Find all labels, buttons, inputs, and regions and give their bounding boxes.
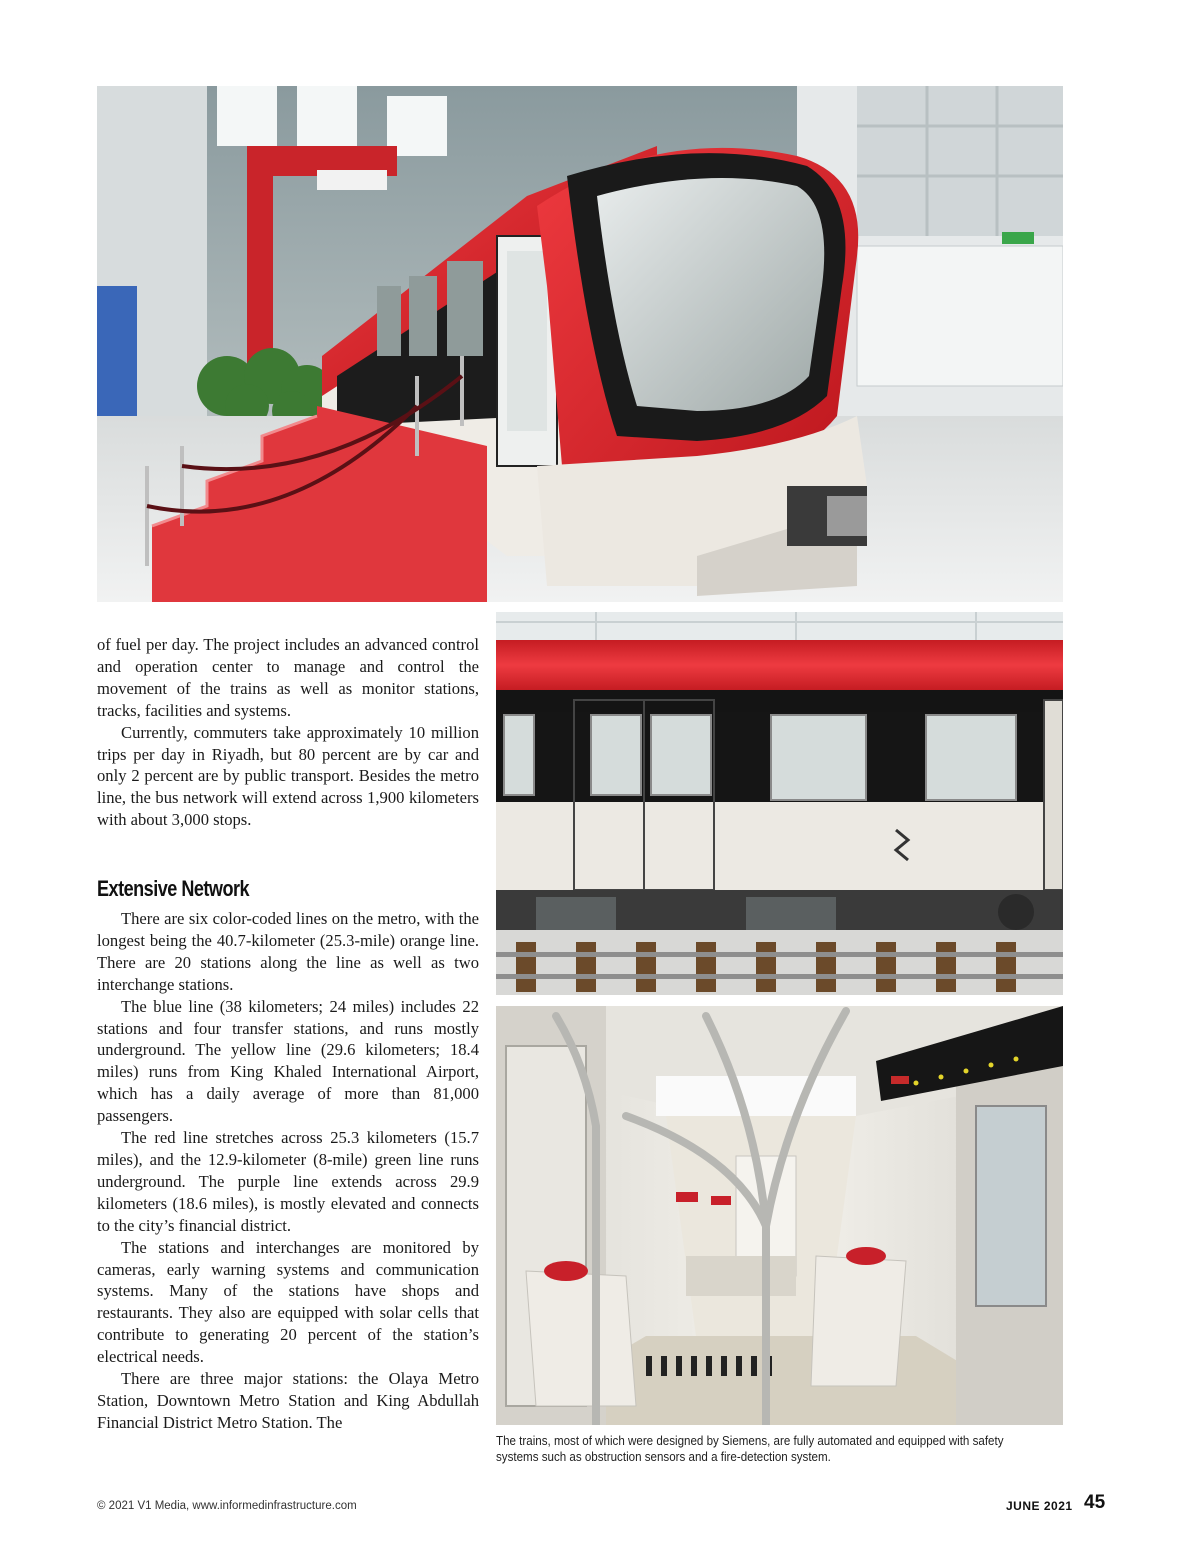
page-number: 45 (1084, 1492, 1106, 1513)
paragraph: The red line stretches across 25.3 kilometers (15.7 miles), and the 12.9-kilometer (8-mile) green line runs underground. The purple line extends across 29.9 kilometers (18.6 miles), is mostly elevated and connects to the city’s financial district. (97, 1128, 479, 1235)
article-column-top (97, 634, 479, 831)
photo-train-side (496, 612, 1063, 995)
photo-train-interior (496, 1006, 1063, 1425)
paragraph: The stations and interchanges are monitored by cameras, early warning systems and communication systems. Many of the stations have shops and restaurants. They also are equipped with solar cells that contribute to generating 20 percent of the station’s electrical needs. (97, 1237, 479, 1367)
paragraph: The blue line (38 kilometers; 24 miles) includes 22 stations and four transfer stations, and runs mostly underground. The yellow line (29.6 kilometers; 18.4 miles) runs from King Khaled International Airport, which has a daily average of more than 81,000 passengers. (97, 996, 479, 1126)
photo-caption: The trains, most of which were designed by Siemens, are fully automated and equipped with safety systems such as obstruction sensors and a fire-detection system. (496, 1434, 1004, 1464)
train-front-illustration (97, 86, 1063, 602)
photo-train-front (97, 86, 1063, 602)
footer-copyright: © 2021 V1 Media, www.informedinfrastructure.com (97, 1500, 357, 1512)
footer-issue-date: JUNE 2021 (1006, 1499, 1073, 1513)
paragraph: There are six color-coded lines on the metro, with the longest being the 40.7-kilometer (25.3-mile) orange line. There are 20 stations along the line as well as two interchange stations. (97, 909, 479, 994)
train-side-illustration (496, 612, 1063, 995)
article-column-bottom (97, 908, 479, 1434)
paragraph: of fuel per day. The project includes an advanced control and operation center to manage and control the movement of the trains as well as monitor stations, tracks, facilities and systems. (97, 635, 479, 720)
section-heading: Extensive Network (97, 876, 250, 901)
paragraph: Currently, commuters take approximately 10 million trips per day in Riyadh, but 80 percent are by car and only 2 percent are by public transport. Besides the metro line, the bus network will extend across 1,900 kilometers with about 3,000 stops. (97, 722, 479, 830)
train-interior-illustration (496, 1006, 1063, 1425)
paragraph: There are three major stations: the Olaya Metro Station, Downtown Metro Station and King Abdullah Financial District Metro Station. The (97, 1369, 479, 1432)
